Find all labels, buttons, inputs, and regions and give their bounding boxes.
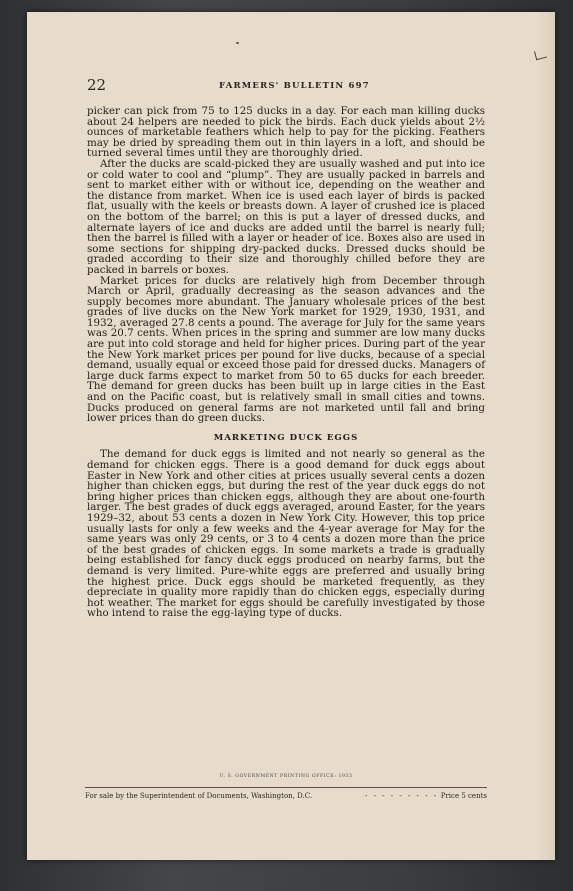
footer-price: Price 5 cents (440, 792, 487, 800)
body-text (87, 106, 485, 619)
corner-fold-mark (534, 49, 547, 61)
footer-rule (85, 787, 487, 788)
paragraph: After the ducks are scald-picked they are usually washed and put into ice or cold water to cool and “plump”. They are usually packed in barrels and sent to market either with or without ice, depending on the weather and the distance from market. When ice is used each layer of birds is packed flat, usually with the keels or breasts down. A layer of crushed ice is placed on the bottom of the barrel; on this is put a layer of dressed ducks, and alternate layers of ice and ducks are added until the barrel is nearly full; then the barrel is filled with a layer or header of ice. Boxes also are used in some sections for shipping dry-packed ducks. Dressed ducks should be graded according to their size and thoroughly chilled before they are packed in barrels or boxes. (87, 157, 485, 276)
footer-sale-notice: For sale by the Superintendent of Documents, Washington, D.C. (85, 792, 313, 800)
running-head: FARMERS' BULLETIN 697 (219, 81, 370, 91)
paper-speck (236, 42, 239, 44)
section-heading: MARKETING DUCK EGGS (213, 432, 359, 443)
paragraph: Market prices for ducks are relatively high from December through March or April, gradually decreasing as the season advances and the supply becomes more abundant. The January wholesale prices of the best grades of live ducks on the New York market for 1929, 1930, 1931, and 1932, averaged 27.8 cents a pound. The average for July for the same years was 20.7 cents. When prices in the spring and summer are low many ducks are put into cold storage and held for higher prices. During part of the year the New York market prices per pound for live ducks, because of a special demand, usually equal or exceed those paid for dressed ducks. Managers of large duck farms expect to market from 50 to 65 ducks for each breeder. The demand for green ducks has been built up in large cities in the East and on the Pacific coast, but is relatively small in small cities and towns. Ducks produced on general farms are not marketed until fall and bring lower prices than do green ducks. (87, 274, 485, 425)
paragraph: The demand for duck eggs is limited and not nearly so general as the demand for chicken eggs. There is a good demand for duck eggs about Easter in New York and other cities at prices usually several cents a dozen higher than chicken eggs, but during the rest of the year duck eggs do not bring higher prices than chicken eggs, although they are about one-fourth larger. The best grades of duck eggs averaged, around Easter, for the years 1929–32, about 53 cents a dozen in New York City. However, this top price usually lasts for only a few weeks and the 4-year average for May for the same years was only 29 cents, or 3 to 4 cents a dozen more than the price of the best grades of chicken eggs. In some markets a trade is gradually being established for fancy duck eggs produced on nearby farms, but the demand is very limited. Pure-white eggs are preferred and usually bring the highest price. Duck eggs should be marketed frequently, as they depreciate in quality more rapidly than do chicken eggs, especially during hot weather. The market for eggs should be carefully investigated by those who intend to raise the egg-laying type of ducks. (87, 448, 485, 620)
printing-office-imprint: U. S. GOVERNMENT PRINTING OFFICE: 1933 (219, 774, 353, 779)
page-number: 22 (87, 76, 107, 94)
document-page (27, 12, 555, 860)
page-header (87, 76, 507, 94)
footer-leader-dots: - - - - - - - - - (365, 792, 439, 800)
paragraph: picker can pick from 75 to 125 ducks in a day. For each man killing ducks about 24 helpers are needed to pick the birds. Each duck yields about 2½ ounces of marketable feathers which help to pay for the picking. Feathers may be dried by spreading them out in thin layers in a loft, and should be turned several times until they are thoroughly dried. (87, 105, 485, 160)
